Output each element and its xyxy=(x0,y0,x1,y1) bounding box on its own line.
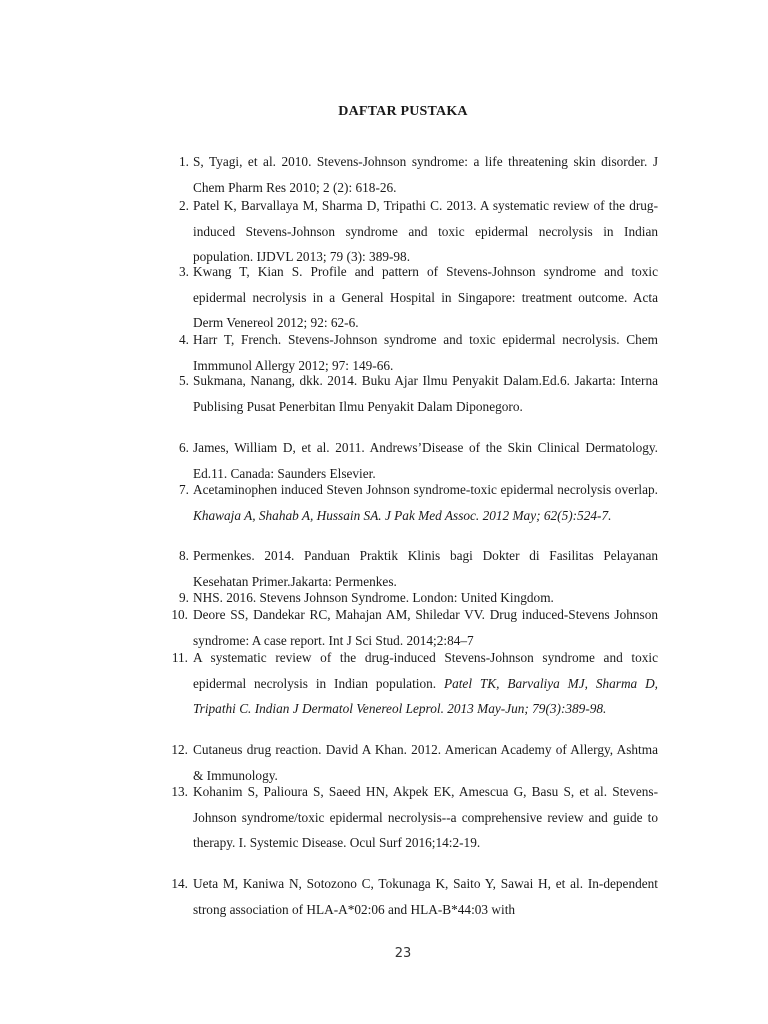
reference-item xyxy=(159,645,658,722)
reference-text: Patel K, Barvallaya M, Sharma D, Tripathi C. 2013. A systematic review of the drug-induced Stevens-Johnson syndrome and toxic epidermal necrolysis in Indian population. IJDVL 2013; 79 (3): 389-98. xyxy=(193,198,658,264)
reference-text: Kwang T, Kian S. Profile and pattern of Stevens-Johnson syndrome and toxic epidermal necrolysis in a General Hospital in Singapore: treatment outcome. Acta Derm Venereol 2012; 92: 62-6. xyxy=(193,264,658,330)
reference-number: 7. xyxy=(179,482,189,497)
reference-text: Ueta M, Kaniwa N, Sotozono C, Tokunaga K, Saito Y, Sawai H, et al. In-dependent strong association of HLA-A*02:06 and HLA-B*44:03 with xyxy=(193,876,658,917)
reference-text: A systematic review of the drug-induced Stevens-Johnson syndrome and toxic epidermal necrolysis in Indian population. Patel TK, Barvaliya MJ, Sharma D, Tripathi C. Indian J Dermatol Venereol Leprol. 2013 May-Jun; 79(3):389-98. xyxy=(193,650,658,716)
reference-text: Permenkes. 2014. Panduan Praktik Klinis bagi Dokter di Fasilitas Pelayanan Kesehatan Primer.Jakarta: Permenkes. xyxy=(193,548,658,589)
reference-number: 8. xyxy=(179,548,189,563)
reference-number: 3. xyxy=(179,264,189,279)
reference-number: 11. xyxy=(171,650,188,665)
reference-text: Harr T, French. Stevens-Johnson syndrome and toxic epidermal necrolysis. Chem Immmunol Allergy 2012; 97: 149-66. xyxy=(193,332,658,373)
reference-number: 10. xyxy=(171,607,188,622)
reference-text: Kohanim S, Palioura S, Saeed HN, Akpek EK, Amescua G, Basu S, et al. Stevens-Johnson syndrome/toxic epidermal necrolysis--a comprehensive review and guide to therapy. I. Systemic Disease. Ocul Surf 2016;14:2-19. xyxy=(193,784,658,850)
reference-number: 6. xyxy=(179,440,189,455)
reference-number: 14. xyxy=(171,876,188,891)
reference-number: 2. xyxy=(179,198,189,213)
reference-text: Acetaminophen induced Steven Johnson syndrome-toxic epidermal necrolysis overlap. Khawaja A, Shahab A, Hussain SA. J Pak Med Assoc. 2012 May; 62(5):524-7. xyxy=(193,482,658,523)
reference-number: 9. xyxy=(179,590,189,605)
reference-item xyxy=(159,779,658,856)
reference-number: 12. xyxy=(171,742,188,757)
reference-number: 1. xyxy=(179,154,189,169)
reference-item xyxy=(159,368,658,419)
reference-text: James, William D, et al. 2011. Andrews’Disease of the Skin Clinical Dermatology. Ed.11. Canada: Saunders Elsevier. xyxy=(193,440,658,481)
reference-item xyxy=(159,871,658,922)
reference-text: S, Tyagi, et al. 2010. Stevens-Johnson syndrome: a life threatening skin disorder. J Chem Pharm Res 2010; 2 (2): 618-26. xyxy=(193,154,658,195)
reference-item xyxy=(159,259,658,336)
reference-number: 4. xyxy=(179,332,189,347)
page-title: DAFTAR PUSTAKA xyxy=(338,104,468,119)
reference-text: Sukmana, Nanang, dkk. 2014. Buku Ajar Ilmu Penyakit Dalam.Ed.6. Jakarta: Interna Publising Pusat Penerbitan Ilmu Penyakit Dalam Diponegoro. xyxy=(193,373,658,414)
reference-text: Cutaneus drug reaction. David A Khan. 2012. American Academy of Allergy, Ashtma & Immunology. xyxy=(193,742,658,783)
reference-item xyxy=(159,477,658,528)
reference-number: 13. xyxy=(171,784,188,799)
reference-number: 5. xyxy=(179,373,189,388)
reference-text: NHS. 2016. Stevens Johnson Syndrome. London: United Kingdom. xyxy=(193,590,554,605)
reference-text: Deore SS, Dandekar RC, Mahajan AM, Shiledar VV. Drug induced-Stevens Johnson syndrome: A case report. Int J Sci Stud. 2014;2:84–7 xyxy=(193,607,658,648)
page-number: 23 xyxy=(394,946,412,961)
